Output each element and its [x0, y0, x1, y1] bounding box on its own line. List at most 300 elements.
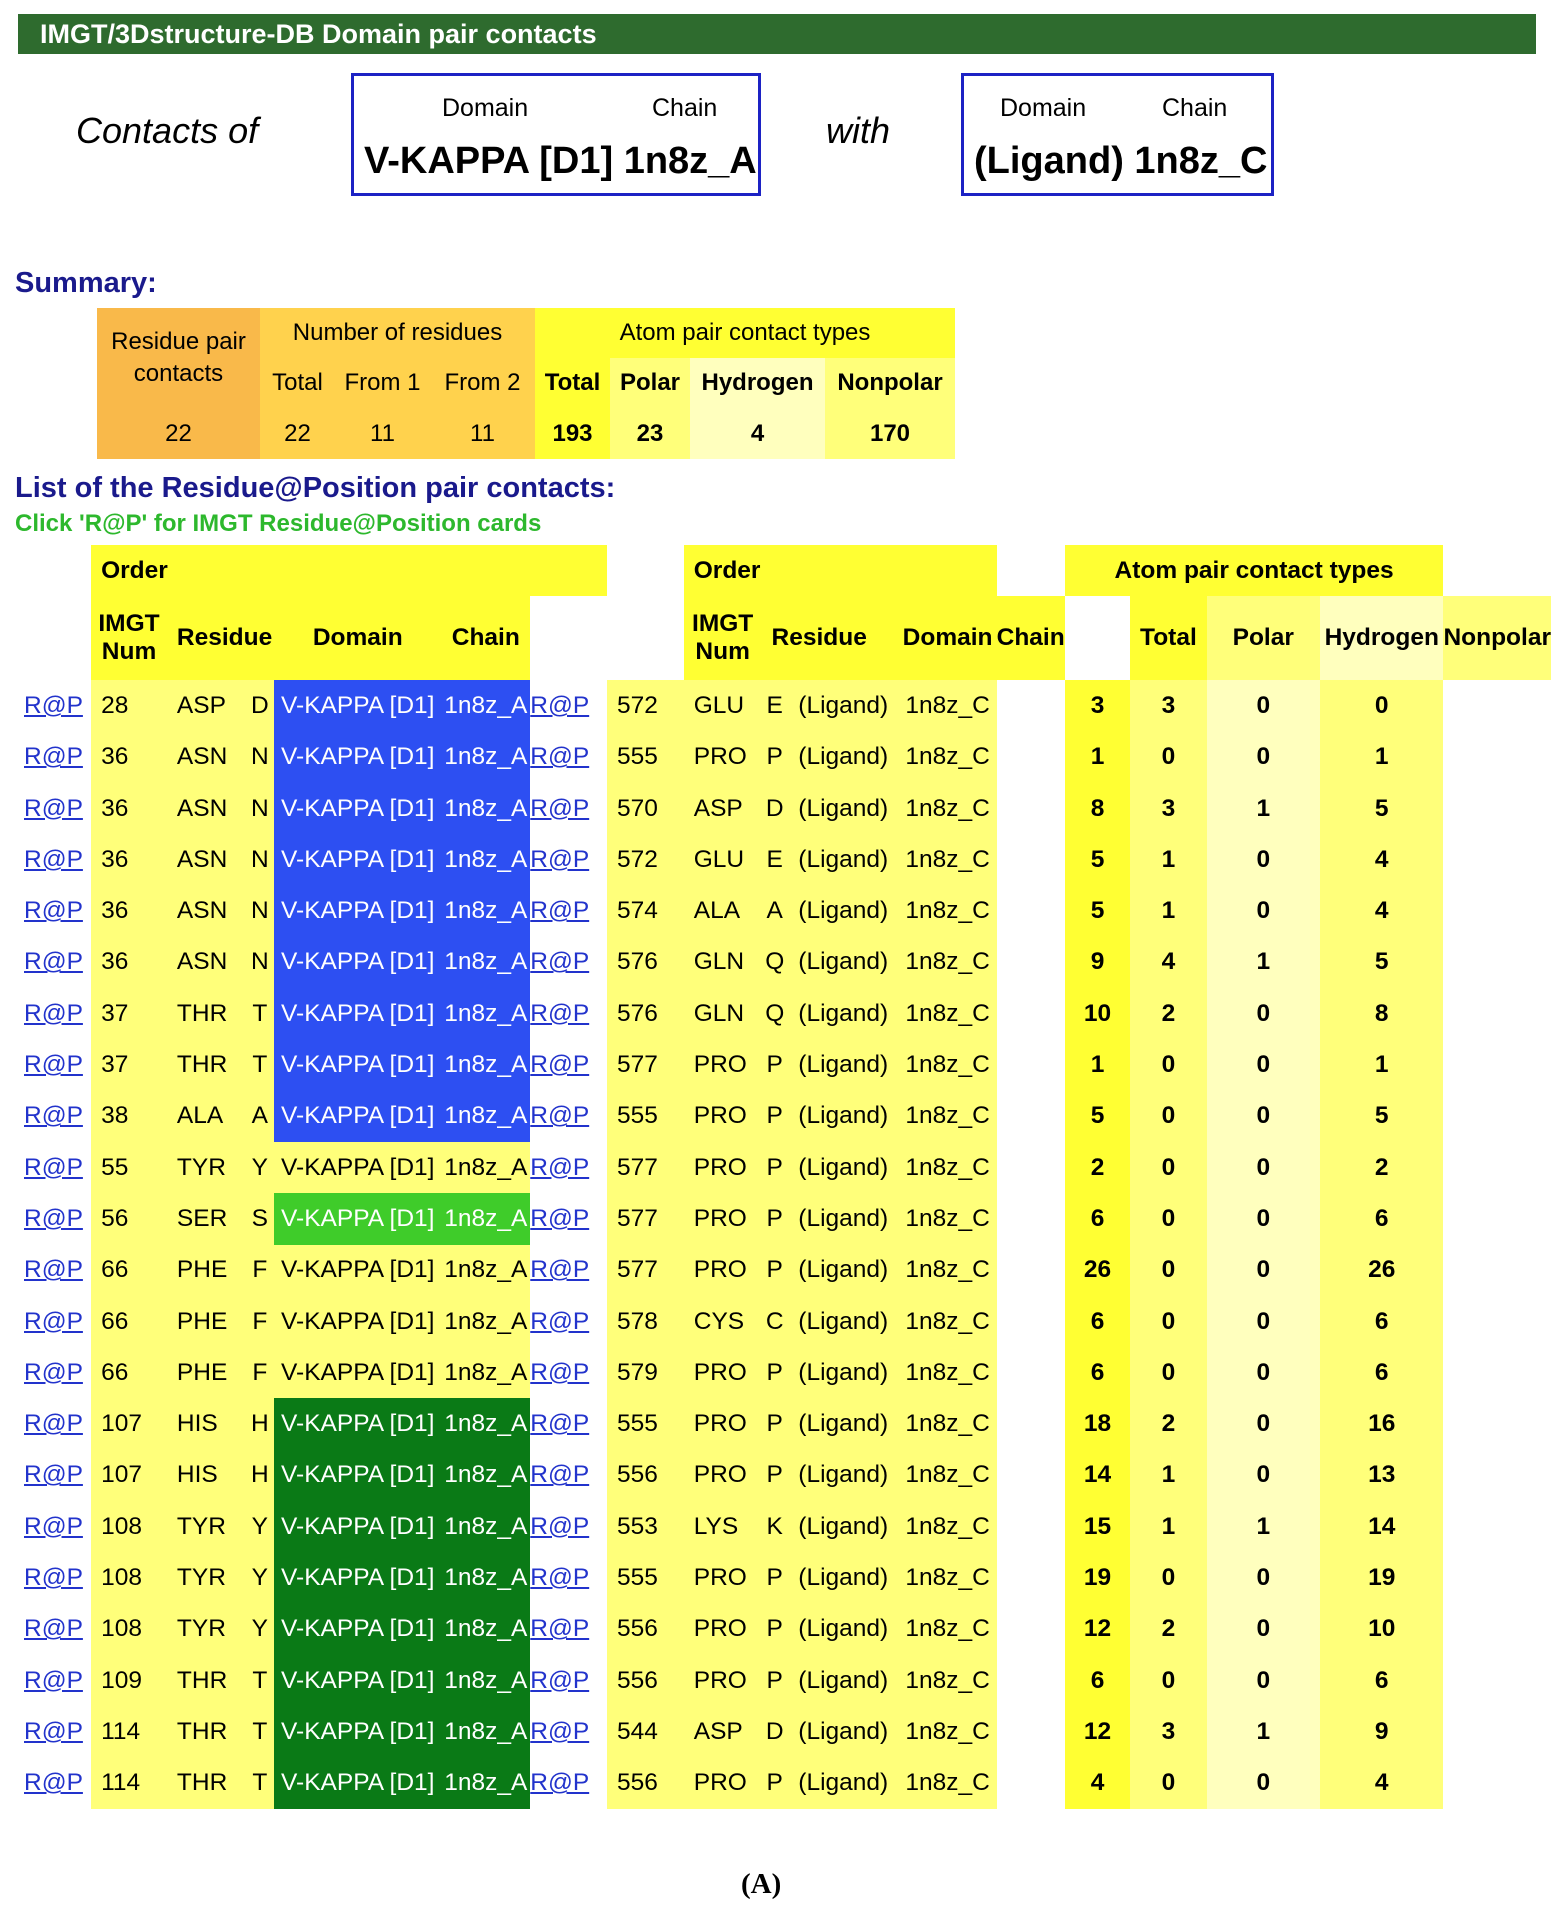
spacer	[997, 1758, 1065, 1809]
rp-link-1[interactable]: R@P	[24, 1461, 83, 1489]
value-total-residues: 22	[260, 408, 335, 459]
col-nonpolar: Nonpolar	[825, 358, 955, 408]
domain-1: V-KAPPA [D1]	[274, 732, 441, 783]
chain-1: 1n8z_A	[441, 937, 530, 988]
nonpolar-value: 4	[1320, 1758, 1443, 1809]
imgt-num-2: 544	[607, 1706, 684, 1757]
rp-link-2[interactable]: R@P	[530, 691, 590, 719]
rp-link-1-cell	[18, 732, 91, 783]
polar-value: 0	[1130, 1655, 1206, 1706]
polar-value: 1	[1130, 834, 1206, 885]
rp-link-1-cell	[18, 1655, 91, 1706]
total-value: 12	[1065, 1604, 1131, 1655]
domain-chain-value: (Ligand) 1n8z_C	[974, 140, 1268, 182]
residue-letter-1: F	[245, 1245, 274, 1296]
spacer	[607, 596, 684, 680]
residue-letter-2: P	[762, 1091, 788, 1142]
imgt-num-2: 578	[607, 1296, 684, 1347]
nonpolar-value: 0	[1320, 680, 1443, 731]
domain-1: V-KAPPA [D1]	[274, 1347, 441, 1398]
atom-types-header: Atom pair contact types	[1065, 545, 1444, 596]
rp-link-1-cell	[18, 1398, 91, 1449]
chain-label: Chain	[1162, 94, 1228, 122]
imgt-num-2: 572	[607, 680, 684, 731]
residue-2: GLN	[684, 937, 762, 988]
imgt-label: IMGT	[98, 610, 160, 638]
domain-2: (Ligand)	[788, 1604, 899, 1655]
rp-link-2[interactable]: R@P	[530, 1717, 590, 1745]
residue-2: PRO	[684, 1245, 762, 1296]
residue-2: PRO	[684, 1039, 762, 1090]
polar-value: 0	[1130, 1347, 1206, 1398]
residue-1: ASN	[167, 783, 246, 834]
residue-letter-2: P	[762, 1193, 788, 1244]
domain-2: (Ligand)	[788, 1039, 899, 1090]
rp-link-1[interactable]: R@P	[24, 1256, 83, 1284]
rp-link-1[interactable]: R@P	[24, 1615, 83, 1643]
residue-letter-1: A	[245, 1091, 274, 1142]
rp-link-2-cell	[530, 1193, 607, 1244]
total-value: 18	[1065, 1398, 1131, 1449]
atom-pair-contact-types-header: Atom pair contact types	[535, 308, 955, 358]
residue-letter-2: A	[762, 885, 788, 936]
chain-1: 1n8z_A	[441, 1091, 530, 1142]
residue-1: PHE	[167, 1347, 246, 1398]
rp-link-1[interactable]: R@P	[24, 743, 83, 771]
residue-2: PRO	[684, 1398, 762, 1449]
rp-link-2[interactable]: R@P	[530, 1204, 590, 1232]
residue-letter-1: H	[245, 1398, 274, 1449]
polar-value: 0	[1130, 1758, 1206, 1809]
hydrogen-value: 0	[1207, 1398, 1321, 1449]
hydrogen-value: 0	[1207, 834, 1321, 885]
total-value: 2	[1065, 1142, 1131, 1193]
domain-1: V-KAPPA [D1]	[274, 1552, 441, 1603]
domain-1: V-KAPPA [D1]	[274, 1245, 441, 1296]
rp-link-1[interactable]: R@P	[24, 1051, 83, 1079]
rp-link-2-cell	[530, 1501, 607, 1552]
residue-letter-2: P	[762, 1604, 788, 1655]
polar-value: 1	[1130, 885, 1206, 936]
polar-value: 3	[1130, 680, 1206, 731]
table-row	[18, 1758, 1551, 1809]
residue-letter-2: P	[762, 1347, 788, 1398]
rp-link-2-cell	[530, 1142, 607, 1193]
chain-2: 1n8z_C	[899, 1552, 997, 1603]
residue-2: PRO	[684, 1193, 762, 1244]
spacer	[1065, 596, 1131, 680]
chain-1: 1n8z_A	[441, 1706, 530, 1757]
rp-link-1[interactable]: R@P	[24, 948, 83, 976]
total-value: 10	[1065, 988, 1131, 1039]
residue-2: PRO	[684, 1450, 762, 1501]
hydrogen-value: 0	[1207, 1296, 1321, 1347]
spacer	[997, 1142, 1065, 1193]
rp-link-1[interactable]: R@P	[24, 897, 83, 925]
chain-2: 1n8z_C	[899, 732, 997, 783]
domain-label: Domain	[1000, 94, 1087, 122]
residue-1: THR	[167, 1039, 246, 1090]
nonpolar-value: 6	[1320, 1193, 1443, 1244]
rp-link-2-cell	[530, 988, 607, 1039]
residue-2: PRO	[684, 1347, 762, 1398]
chain-1: 1n8z_A	[441, 1552, 530, 1603]
table-row	[18, 1398, 1551, 1449]
with-label: with	[826, 110, 891, 151]
polar-value: 0	[1130, 1296, 1206, 1347]
rp-link-1[interactable]: R@P	[24, 794, 83, 822]
residue-2: GLN	[684, 988, 762, 1039]
rp-link-1-cell	[18, 1039, 91, 1090]
imgt-num-1: 36	[91, 834, 167, 885]
chain-1: 1n8z_A	[441, 1245, 530, 1296]
residue-1: TYR	[167, 1604, 246, 1655]
imgt-num-1: 108	[91, 1552, 167, 1603]
chain-2: 1n8z_C	[899, 1398, 997, 1449]
residue-1: SER	[167, 1193, 246, 1244]
residue-1: ASN	[167, 937, 246, 988]
residue-letter-2: Q	[762, 988, 788, 1039]
residue-letter-1: T	[245, 1706, 274, 1757]
rp-link-1-cell	[18, 1552, 91, 1603]
residue-letter-2: Q	[762, 937, 788, 988]
summary-heading: Summary:	[15, 267, 157, 299]
rp-link-2[interactable]: R@P	[530, 1615, 590, 1643]
residue-1: PHE	[167, 1296, 246, 1347]
hydrogen-value: 0	[1207, 1604, 1321, 1655]
click-hint: Click 'R@P' for IMGT Residue@Position cards	[15, 510, 542, 537]
total-value: 19	[1065, 1552, 1131, 1603]
residue-2: ALA	[684, 885, 762, 936]
domain-2: (Ligand)	[788, 885, 899, 936]
hydrogen-value: 0	[1207, 1347, 1321, 1398]
hydrogen-value: 0	[1207, 988, 1321, 1039]
rp-link-1-cell	[18, 834, 91, 885]
value-total-atoms: 193	[535, 408, 610, 459]
table-row	[18, 1245, 1551, 1296]
total-value: 15	[1065, 1501, 1131, 1552]
chain-2: 1n8z_C	[899, 1193, 997, 1244]
rp-link-1-cell	[18, 783, 91, 834]
domain-box-2	[961, 73, 1274, 196]
value-from-1: 11	[335, 408, 430, 459]
polar-value: 4	[1130, 937, 1206, 988]
total-value: 4	[1065, 1758, 1131, 1809]
spacer	[997, 732, 1065, 783]
total-value: 6	[1065, 1296, 1131, 1347]
polar-value: 0	[1130, 1245, 1206, 1296]
imgt-num-2: 574	[607, 885, 684, 936]
rp-link-2-cell	[530, 937, 607, 988]
rp-link-1[interactable]: R@P	[24, 691, 83, 719]
imgt-num-1: 107	[91, 1398, 167, 1449]
col-polar: Polar	[610, 358, 690, 408]
rp-link-2[interactable]: R@P	[530, 999, 590, 1027]
chain-1: 1n8z_A	[441, 1758, 530, 1809]
residue-letter-1: N	[245, 783, 274, 834]
imgt-num-1: 55	[91, 1142, 167, 1193]
chain-1: 1n8z_A	[441, 834, 530, 885]
spacer	[997, 885, 1065, 936]
rp-link-1[interactable]: R@P	[24, 1410, 83, 1438]
imgt-num-2: 556	[607, 1655, 684, 1706]
num-label: Num	[695, 638, 750, 666]
order-header-1: Order	[91, 545, 607, 596]
value-residue-pair-contacts: 22	[97, 408, 260, 459]
polar-value: 0	[1130, 1142, 1206, 1193]
rp-link-1[interactable]: R@P	[24, 1769, 83, 1797]
nonpolar-value: 19	[1320, 1552, 1443, 1603]
total-value: 5	[1065, 1091, 1131, 1142]
residue-letter-2: D	[762, 1706, 788, 1757]
nonpolar-value: 6	[1320, 1347, 1443, 1398]
chain-1: 1n8z_A	[441, 1193, 530, 1244]
domain-2: (Ligand)	[788, 1296, 899, 1347]
rp-link-2[interactable]: R@P	[530, 897, 590, 925]
imgt-num-2: 556	[607, 1450, 684, 1501]
rp-link-2[interactable]: R@P	[530, 1358, 590, 1386]
hydrogen-value: 0	[1207, 1245, 1321, 1296]
residue-letter-2: P	[762, 1039, 788, 1090]
rp-link-1[interactable]: R@P	[24, 1204, 83, 1232]
nonpolar-value: 13	[1320, 1450, 1443, 1501]
rp-link-2[interactable]: R@P	[530, 794, 590, 822]
nonpolar-value: 6	[1320, 1296, 1443, 1347]
residue-letter-1: T	[245, 1655, 274, 1706]
domain-1: V-KAPPA [D1]	[274, 1450, 441, 1501]
hydrogen-value: 0	[1207, 885, 1321, 936]
rp-link-1[interactable]: R@P	[24, 1153, 83, 1181]
residue-2: PRO	[684, 732, 762, 783]
rp-link-1[interactable]: R@P	[24, 1512, 83, 1540]
spacer	[997, 680, 1065, 731]
residue-letter-1: N	[245, 732, 274, 783]
residue-letter-1: T	[245, 988, 274, 1039]
hydrogen-value: 0	[1207, 680, 1321, 731]
rp-link-1-cell	[18, 1245, 91, 1296]
domain-1: V-KAPPA [D1]	[274, 834, 441, 885]
domain-chain-value: V-KAPPA [D1] 1n8z_A	[364, 140, 757, 182]
hydrogen-value: 1	[1207, 783, 1321, 834]
rp-link-2[interactable]: R@P	[530, 1153, 590, 1181]
imgt-num-1: 66	[91, 1296, 167, 1347]
chain-2: 1n8z_C	[899, 1296, 997, 1347]
imgt-num-1: 107	[91, 1450, 167, 1501]
hydrogen-value: 1	[1207, 1706, 1321, 1757]
col-total-residues: Total	[260, 358, 335, 408]
rp-link-2[interactable]: R@P	[530, 1256, 590, 1284]
rp-link-2[interactable]: R@P	[530, 1512, 590, 1540]
rp-link-2-cell	[530, 885, 607, 936]
total-value: 5	[1065, 885, 1131, 936]
rp-link-1-cell	[18, 1501, 91, 1552]
chain-1: 1n8z_A	[441, 1296, 530, 1347]
domain-header-2: Domain	[899, 596, 997, 680]
domain-2: (Ligand)	[788, 1245, 899, 1296]
residue-letter-1: N	[245, 885, 274, 936]
total-value: 1	[1065, 1039, 1131, 1090]
polar-value: 0	[1130, 1039, 1206, 1090]
value-from-2: 11	[430, 408, 535, 459]
polar-value: 2	[1130, 988, 1206, 1039]
rp-link-2[interactable]: R@P	[530, 1410, 590, 1438]
imgt-num-1: 114	[91, 1706, 167, 1757]
rp-link-1[interactable]: R@P	[24, 1102, 83, 1130]
table-row	[18, 1347, 1551, 1398]
table-row	[18, 1604, 1551, 1655]
chain-2: 1n8z_C	[899, 1091, 997, 1142]
rp-link-2[interactable]: R@P	[530, 1051, 590, 1079]
residue-2: PRO	[684, 1552, 762, 1603]
spacer	[997, 1347, 1065, 1398]
domain-1: V-KAPPA [D1]	[274, 988, 441, 1039]
residue-1: ALA	[167, 1091, 246, 1142]
residue-letter-2: P	[762, 1245, 788, 1296]
domain-1: V-KAPPA [D1]	[274, 1501, 441, 1552]
rp-link-2[interactable]: R@P	[530, 1666, 590, 1694]
residue-header-1: Residue	[167, 596, 274, 680]
chain-1: 1n8z_A	[441, 1501, 530, 1552]
rp-link-2-cell	[530, 1398, 607, 1449]
value-hydrogen: 4	[690, 408, 825, 459]
rp-link-2[interactable]: R@P	[530, 845, 590, 873]
hydrogen-header: Hydrogen	[1320, 596, 1443, 680]
hydrogen-value: 0	[1207, 1758, 1321, 1809]
polar-value: 2	[1130, 1604, 1206, 1655]
domain-1: V-KAPPA [D1]	[274, 1296, 441, 1347]
residue-2: CYS	[684, 1296, 762, 1347]
domain-1: V-KAPPA [D1]	[274, 1655, 441, 1706]
table-row	[18, 1296, 1551, 1347]
rp-link-1[interactable]: R@P	[24, 845, 83, 873]
rp-link-2[interactable]: R@P	[530, 1769, 590, 1797]
residue-2: PRO	[684, 1604, 762, 1655]
domain-1: V-KAPPA [D1]	[274, 680, 441, 731]
rp-link-1[interactable]: R@P	[24, 1358, 83, 1386]
table-row	[18, 732, 1551, 783]
rp-link-1[interactable]: R@P	[24, 1307, 83, 1335]
rp-link-2-cell	[530, 834, 607, 885]
rp-link-1[interactable]: R@P	[24, 1563, 83, 1591]
residue-2: LYS	[684, 1501, 762, 1552]
domain-2: (Ligand)	[788, 1758, 899, 1809]
nonpolar-value: 5	[1320, 937, 1443, 988]
imgt-num-2: 555	[607, 1398, 684, 1449]
residue-1: ASP	[167, 680, 246, 731]
total-value: 6	[1065, 1193, 1131, 1244]
residue-1: HIS	[167, 1450, 246, 1501]
chain-1: 1n8z_A	[441, 1142, 530, 1193]
rp-link-2-cell	[530, 1552, 607, 1603]
residue-1: HIS	[167, 1398, 246, 1449]
imgt-num-2: 556	[607, 1758, 684, 1809]
imgt-num-1: 36	[91, 783, 167, 834]
rp-link-2[interactable]: R@P	[530, 1102, 590, 1130]
total-value: 5	[1065, 834, 1131, 885]
hydrogen-value: 0	[1207, 1039, 1321, 1090]
imgt-num-2: 577	[607, 1142, 684, 1193]
imgt-num-2: 579	[607, 1347, 684, 1398]
imgt-num-1: 108	[91, 1604, 167, 1655]
rp-link-2[interactable]: R@P	[530, 1307, 590, 1335]
rp-link-2-cell	[530, 1245, 607, 1296]
rp-link-1[interactable]: R@P	[24, 999, 83, 1027]
imgt-num-2: 577	[607, 1039, 684, 1090]
imgt-num-2: 572	[607, 834, 684, 885]
residue-letter-2: P	[762, 1142, 788, 1193]
rp-link-1-cell	[18, 937, 91, 988]
residue-1: THR	[167, 1758, 246, 1809]
imgt-num-1: 109	[91, 1655, 167, 1706]
total-value: 26	[1065, 1245, 1131, 1296]
nonpolar-value: 9	[1320, 1706, 1443, 1757]
domain-1: V-KAPPA [D1]	[274, 1706, 441, 1757]
residue-letter-1: Y	[245, 1501, 274, 1552]
residue-letter-1: F	[245, 1347, 274, 1398]
spacer	[997, 1655, 1065, 1706]
residue-1: THR	[167, 988, 246, 1039]
domain-2: (Ligand)	[788, 1552, 899, 1603]
residue-letter-2: E	[762, 834, 788, 885]
residue-1: PHE	[167, 1245, 246, 1296]
imgt-num-2: 555	[607, 1091, 684, 1142]
domain-2: (Ligand)	[788, 1347, 899, 1398]
rp-link-2[interactable]: R@P	[530, 948, 590, 976]
rp-link-1[interactable]: R@P	[24, 1717, 83, 1745]
domain-1: V-KAPPA [D1]	[274, 1758, 441, 1809]
chain-header-2: Chain	[997, 596, 1065, 680]
domain-1: V-KAPPA [D1]	[274, 1039, 441, 1090]
table-row	[18, 1552, 1551, 1603]
residue-letter-2: P	[762, 1398, 788, 1449]
spacer	[997, 1039, 1065, 1090]
residue-letter-2: P	[762, 1552, 788, 1603]
rp-link-1-cell	[18, 1142, 91, 1193]
residue-letter-1: Y	[245, 1552, 274, 1603]
rp-link-2[interactable]: R@P	[530, 743, 590, 771]
value-polar: 23	[610, 408, 690, 459]
imgt-num-2: 577	[607, 1245, 684, 1296]
domain-2: (Ligand)	[788, 680, 899, 731]
residue-pair-contacts-header: Residue pair contacts	[97, 308, 260, 408]
imgt-num-2: 576	[607, 988, 684, 1039]
imgt-num-2: 553	[607, 1501, 684, 1552]
residue-header-2: Residue	[762, 596, 899, 680]
domain-2: (Ligand)	[788, 1193, 899, 1244]
hydrogen-value: 0	[1207, 1655, 1321, 1706]
polar-value: 0	[1130, 1091, 1206, 1142]
rp-link-1[interactable]: R@P	[24, 1666, 83, 1694]
residue-1: ASN	[167, 732, 246, 783]
nonpolar-value: 14	[1320, 1501, 1443, 1552]
figure-caption: (A)	[741, 1868, 782, 1900]
total-header: Total	[1130, 596, 1206, 680]
nonpolar-value: 10	[1320, 1604, 1443, 1655]
total-value: 6	[1065, 1347, 1131, 1398]
chain-1: 1n8z_A	[441, 680, 530, 731]
total-value: 1	[1065, 732, 1131, 783]
spacer	[997, 783, 1065, 834]
spacer	[997, 1245, 1065, 1296]
spacer	[997, 1296, 1065, 1347]
table-row	[18, 1706, 1551, 1757]
rp-link-2[interactable]: R@P	[530, 1461, 590, 1489]
hydrogen-value: 1	[1207, 1501, 1321, 1552]
total-value: 14	[1065, 1450, 1131, 1501]
rp-link-2-cell	[530, 1039, 607, 1090]
rp-link-2[interactable]: R@P	[530, 1563, 590, 1591]
rp-link-2-cell	[530, 732, 607, 783]
